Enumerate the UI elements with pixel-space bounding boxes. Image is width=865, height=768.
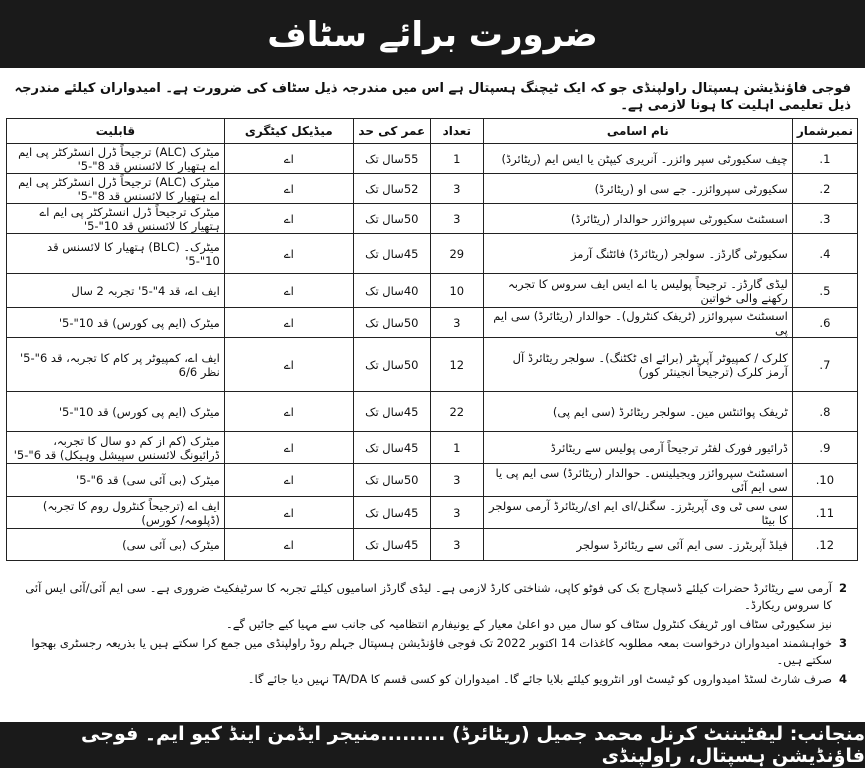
table-row (7, 274, 858, 308)
row-qualification: میٹرک (کم از کم دو سال کا تجربہ، ڈرائیونگ لائسنس سپیشل وہیکل) قد 6"-5' (7, 432, 225, 464)
row-qualification: میٹرک (ALC) ترجیحاً ڈرل انسٹرکٹر پی ایم اے ہتھیار کا لائسنس قد 8"-5' (7, 174, 225, 204)
row-num: 4. (792, 234, 857, 274)
row-age: 50سال تک (353, 338, 430, 392)
row-medical: اے (224, 392, 353, 432)
row-num: 10. (792, 464, 857, 497)
footer-banner (0, 722, 865, 768)
row-age: 50سال تک (353, 464, 430, 497)
row-qualification: میٹرک (بی آئی سی) (7, 529, 225, 561)
row-qualification: میٹرک ترجیحاً ڈرل انسٹرکٹر پی ایم اے ہتھیار کا لائسنس قد 10"-5' (7, 204, 225, 234)
row-medical: اے (224, 308, 353, 338)
row-count: 3 (430, 497, 483, 529)
row-num: 2. (792, 174, 857, 204)
row-num: 12. (792, 529, 857, 561)
row-post: ٹریفک پوائنٹس مین۔ سولجر ریٹائرڈ (سی ایم پی) (483, 392, 792, 432)
row-age: 52سال تک (353, 174, 430, 204)
row-count: 3 (430, 464, 483, 497)
row-count: 1 (430, 432, 483, 464)
table-row (7, 308, 858, 338)
table-row (7, 144, 858, 174)
table-row (7, 234, 858, 274)
row-post: اسسٹنٹ سپروائزر ویجیلینس۔ حوالدار (ریٹائرڈ) سی ایم پی یا سی ایم آئی (483, 464, 792, 497)
row-num: 11. (792, 497, 857, 529)
row-num: 8. (792, 392, 857, 432)
row-age: 50سال تک (353, 308, 430, 338)
note-text: صرف شارٹ لسٹڈ امیدواروں کو ٹیسٹ اور انٹرویو کیلئے بلایا جائے گا۔ امیدواران کو کسی قسم کا TA/DA نہیں دیا جائے گا۔ (247, 672, 832, 686)
header-num: نمبرشمار (792, 119, 857, 144)
note-number: 3 (838, 636, 847, 650)
row-num: 6. (792, 308, 857, 338)
row-post: کلرک / کمپیوٹر آپریٹر (برائے ای ٹکٹنگ)۔ سولجر ریٹائرڈ آل آرمز کلرک (ترجیحاً انجینئر کور) (483, 338, 792, 392)
row-qualification: ایف اے (ترجیحاً کنٹرول روم کا تجربہ) (ڈپلومہ/ کورس) (7, 497, 225, 529)
row-count: 3 (430, 308, 483, 338)
footer-signature: منجانب: لیفٹیننٹ کرنل محمد جمیل (ریٹائرڈ) .........منیجر ایڈمن اینڈ کیو ایم۔ فوجی فاؤنڈیشن ہسپتال، راولپنڈی (81, 723, 865, 767)
row-medical: اے (224, 274, 353, 308)
table-row (7, 529, 858, 561)
row-age: 45سال تک (353, 234, 430, 274)
row-age: 50سال تک (353, 204, 430, 234)
header-post: نام اسامی (483, 119, 792, 144)
row-num: 9. (792, 432, 857, 464)
row-count: 1 (430, 144, 483, 174)
row-count: 10 (430, 274, 483, 308)
row-age: 45سال تک (353, 392, 430, 432)
row-post: چیف سکیورٹی سپر وائزر۔ آنریری کیپٹن یا ایس ایم (ریٹائرڈ) (483, 144, 792, 174)
intro-text: فوجی فاؤنڈیشن ہسپتال راولپنڈی جو کہ ایک ٹیچنگ ہسپتال ہے اس میں مندرجہ ذیل سٹاف کی ضرورت ہے۔ امیدواران کیلئے مندرجہ ذیل تعلیمی اہلیت کا ہونا لازمی ہے۔ (14, 81, 851, 113)
positions-table (6, 118, 858, 561)
row-medical: اے (224, 497, 353, 529)
row-num: 7. (792, 338, 857, 392)
row-num: 3. (792, 204, 857, 234)
row-medical: اے (224, 432, 353, 464)
title-banner (0, 0, 865, 68)
notes-section (14, 580, 854, 690)
row-medical: اے (224, 464, 353, 497)
table-row (7, 204, 858, 234)
row-post: فیلڈ آپریٹرز۔ سی ایم آئی سے ریٹائرڈ سولجر (483, 529, 792, 561)
note-text: نیز سکیورٹی سٹاف اور ٹریفک کنٹرول سٹاف کو سال میں دو اعلیٰ معیار کے یونیفارم انتظامیہ کی جانب سے مہیا کیے جائیں گے۔ (226, 617, 832, 631)
table-row (7, 497, 858, 529)
row-post: سکیورٹی گارڈز۔ سولجر (ریٹائرڈ) فائٹنگ آرمز (483, 234, 792, 274)
row-count: 3 (430, 529, 483, 561)
row-medical: اے (224, 204, 353, 234)
table-header-row (7, 119, 858, 144)
table-row (7, 338, 858, 392)
page-title: ضرورت برائے سٹاف (267, 14, 598, 55)
row-qualification: میٹرک (ALC) ترجیحاً ڈرل انسٹرکٹر پی ایم اے ہتھیار کا لائسنس قد 8"-5' (7, 144, 225, 174)
row-post: سکیورٹی سپروائزر۔ جے سی او (ریٹائرڈ) (483, 174, 792, 204)
row-age: 45سال تک (353, 529, 430, 561)
row-post: اسسٹنٹ سپروائزر (ٹریفک کنٹرول)۔ حوالدار (ریٹائرڈ) سی ایم پی (483, 308, 792, 338)
row-age: 55سال تک (353, 144, 430, 174)
row-medical: اے (224, 529, 353, 561)
note-number: 2 (838, 581, 847, 595)
row-age: 45سال تک (353, 432, 430, 464)
header-medical: میڈیکل کیٹگری (224, 119, 353, 144)
note-number (832, 616, 854, 633)
row-count: 3 (430, 204, 483, 234)
row-count: 29 (430, 234, 483, 274)
row-medical: اے (224, 234, 353, 274)
note-item (14, 616, 854, 633)
table-row (7, 464, 858, 497)
note-number: 4 (838, 672, 847, 686)
table-row (7, 174, 858, 204)
row-count: 22 (430, 392, 483, 432)
row-num: 1. (792, 144, 857, 174)
note-text: خواہشمند امیدواران درخواست بمعہ مطلوبہ کاغذات 14 اکتوبر 2022 تک فوجی فاؤنڈیشن ہسپتال جہلم روڈ راولپنڈی میں جمع کرا سکتے ہیں یا بذریعہ رجسٹری بھجوا سکتے ہیں۔ (31, 636, 832, 667)
row-age: 45سال تک (353, 497, 430, 529)
header-count: تعداد (430, 119, 483, 144)
row-count: 12 (430, 338, 483, 392)
row-post: ڈرائیور فورک لفٹر ترجیحاً آرمی پولیس سے ریٹائرڈ (483, 432, 792, 464)
note-item (14, 580, 854, 614)
row-count: 3 (430, 174, 483, 204)
header-qualification: قابلیت (7, 119, 225, 144)
row-post: سی سی ٹی وی آپریٹرز۔ سگنل/ای ایم ای/ریٹائرڈ آرمی سولجر کا بیٹا (483, 497, 792, 529)
header-age: عمر کی حد (353, 119, 430, 144)
row-medical: اے (224, 174, 353, 204)
note-item (14, 671, 854, 688)
row-age: 40سال تک (353, 274, 430, 308)
row-qualification: میٹرک (ایم پی کورس) قد 10"-5' (7, 308, 225, 338)
row-post: لیڈی گارڈز۔ ترجیحاً پولیس یا اے ایس ایف سروس کا تجربہ رکھنے والی خواتین (483, 274, 792, 308)
row-qualification: ایف اے، قد 4"-5' تجربہ 2 سال (7, 274, 225, 308)
row-qualification: میٹرک (بی آئی سی) قد 6"-5' (7, 464, 225, 497)
row-qualification: میٹرک (ایم پی کورس) قد 10"-5' (7, 392, 225, 432)
row-post: اسسٹنٹ سکیورٹی سپروائزر حوالدار (ریٹائرڈ) (483, 204, 792, 234)
row-num: 5. (792, 274, 857, 308)
row-qualification: میٹرک۔ (BLC) ہتھیار کا لائسنس قد 10"-5' (7, 234, 225, 274)
row-medical: اے (224, 144, 353, 174)
row-qualification: ایف اے، کمپیوٹر پر کام کا تجربہ، قد 6"-5' نظر 6/6 (7, 338, 225, 392)
note-text: آرمی سے ریٹائرڈ حضرات کیلئے ڈسچارج بک کی فوٹو کاپی، شناختی کارڈ لازمی ہے۔ لیڈی گارڈز اسامیوں کیلئے تجربہ کا سرٹیفکیٹ ضروری ہے۔ سی ایم آئی/آئی ایس آئی کا سروس ریکارڈ۔ (25, 581, 832, 612)
table-row (7, 432, 858, 464)
table-row (7, 392, 858, 432)
row-medical: اے (224, 338, 353, 392)
note-item (14, 635, 854, 669)
